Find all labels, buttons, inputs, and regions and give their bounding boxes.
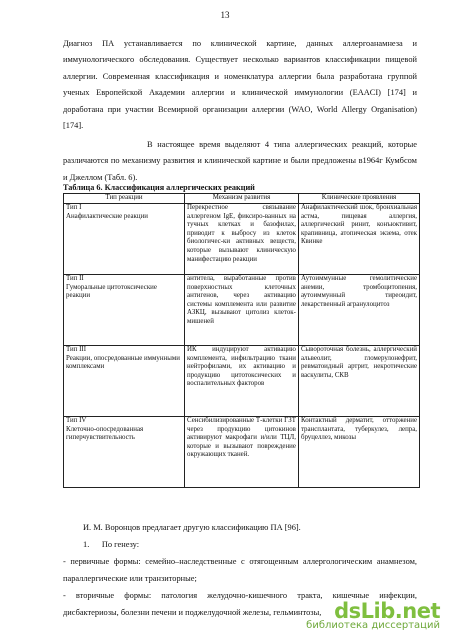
table-row bbox=[64, 275, 420, 346]
list-item: - первичные формы: семейно–наследственные с отягощенным аллергологическим анамнезом, параллергические или транзиторные; bbox=[63, 557, 417, 583]
cell-mechanism: антитела, выработанные против поверхностных клеточных антигенов, через активацию системы комплемента или развитие АЗКЦ, вызывают цитолиз клеток-мишеней bbox=[185, 275, 299, 346]
cell-clinical: Аутоиммунные гемолитические анемии, тромбоцитопения, аутоиммунный тиреоидит, лекарственный агранулоцитоз bbox=[298, 275, 419, 346]
cell-mechanism: Сенсибилизированные Т-клетки ГЗТ через продукцию цитокинов активируют макрофаги и/или ТЦЛ, которые и вызывают повреждение окружающих тканей. bbox=[185, 417, 299, 488]
watermark-subtitle: библиотека диссертаций bbox=[306, 620, 440, 631]
cell-mechanism: ИК индуцируют активацию комплемента, инфильтрацию ткани нейтрофилами, их активацию и продукцию цитотоксических и воспалительных факторов bbox=[185, 346, 299, 417]
list-item: 1. По генезу: bbox=[83, 540, 140, 549]
header-type: Тип реакции bbox=[64, 194, 185, 204]
classification-intro: И. М. Воронцов предлагает другую классификацию ПА [96]. bbox=[83, 523, 301, 532]
cell-clinical: Сывороточная болезнь, аллергический альвеолит, гломерулонефрит, ревматоидный артрит, некротические васкулиты, СКВ bbox=[298, 346, 419, 417]
cell-type: Тип IV Клеточно-опосредованная гиперчувствительность bbox=[64, 417, 185, 488]
cell-clinical: Контактный дерматит, отторжение трансплантата, туберкулез, лепра, бруцеллез, микозы bbox=[298, 417, 419, 488]
watermark bbox=[306, 599, 440, 631]
header-clinical: Клинические проявления bbox=[298, 194, 419, 204]
table-header-row bbox=[64, 194, 420, 204]
table-row bbox=[64, 204, 420, 275]
cell-type: Тип II Гуморальные цитотоксические реакции bbox=[64, 275, 185, 346]
cell-type: Тип I Анафилактические реакции bbox=[64, 204, 185, 275]
intro-paragraph: Диагноз ПА устанавливается по клинической картине, данных аллергоанамнеза и иммунологического обследования. Существует несколько вариантов классификации пищевой аллергии. Современная классификация и номенклатура аллергии была разработана группой ученых Европейской Академии аллергии и клинической иммунологии (EAACI) [174] и доработана при участии Всемирной организации аллергии (WAO, World Allergy Organisation) [174]. bbox=[63, 39, 417, 131]
watermark-logo: dsLib.net bbox=[334, 599, 440, 623]
classification-table bbox=[63, 193, 420, 488]
table-row bbox=[64, 417, 420, 488]
list-item: - вторичные формы: патология желудочно-кишечного тракта, кишечные инфекции, дисбактериозы, болезни печени и поджелудочной железы, гельминтозы, bbox=[63, 591, 417, 617]
cell-clinical: Анафилактический шок, бронхиальная астма, пищевая аллергия, аллергический ринит, конъюктивит, крапивница, атопическая экзема, отек Квинке bbox=[298, 204, 419, 275]
cell-mechanism: Перекрестное связывание аллергеном IgE, фиксиро-ванных на тучных клетках и базофилах, приводит к выбросу из клеток биологичес-ки активных веществ, которые вызывают клиническую манифестацию реакции bbox=[185, 204, 299, 275]
types-paragraph: В настоящее время выделяют 4 типа аллергических реакций, которые различаются по механизму развития и клинической картине и были предложены в1964г Кумбсом и Джеллом (Табл. 6). bbox=[63, 140, 417, 182]
table-row bbox=[64, 346, 420, 417]
header-mechanism: Механизм развития bbox=[185, 194, 299, 204]
page-number: 13 bbox=[220, 10, 230, 20]
cell-type: Тип III Реакции, опосредованные иммунными комплексами bbox=[64, 346, 185, 417]
table-caption: Таблица 6. Классификация аллергических реакций bbox=[63, 183, 255, 192]
